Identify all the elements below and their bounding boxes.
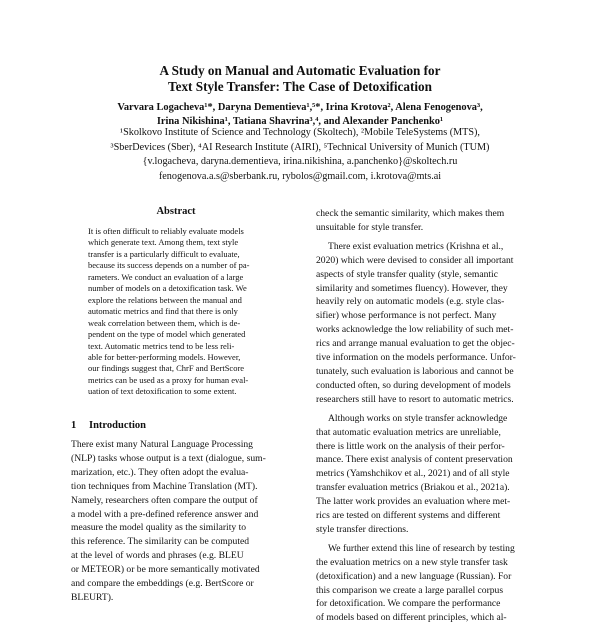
title-line: A Study on Manual and Automatic Evaluation for [159,63,441,78]
body-line: works acknowledge the low reliability of such met- [316,324,514,336]
abstract-heading: Abstract [156,206,196,217]
abstract-line: which generate text. Among them, text style [88,237,239,248]
abstract-line: rameters. We conduct an evaluation of a large [88,271,244,282]
body-line: measure the model quality as the similarity to [71,522,247,534]
abstract-line: weak correlation between them, which is de- [88,317,241,328]
body-line: a model with a pre-defined reference answer and [71,508,259,520]
body-line: transfer evaluation metrics (Briakou et al., 2021a). [316,482,510,494]
body-line: sifier) whose performance is not perfect. Many [316,310,497,322]
body-line: (detoxification) and a new language (Russian). For [316,570,512,582]
email-line: fenogenova.a.s@sberbank.ru, rybolos@gmail.com, i.krotova@mts.ai [158,170,442,182]
abstract-line: able for better-performing models. However, [88,351,241,362]
body-line: at the level of words and phrases (e.g. BLEU [71,550,244,562]
body-line: marization, etc.). They often adopt the evalua- [71,466,249,478]
abstract-line: pendent on the type of model which generated [88,329,246,340]
body-line: there is little work on the analysis of their perfor- [316,440,505,452]
body-line: check the semantic similarity, which makes them [316,208,505,219]
body-line: for detoxification. We compare the performance [316,598,501,610]
authors-line: Irina Nikishina¹, Tatiana Shavrina³,⁴, and Alexander Panchenko¹ [156,116,444,127]
body-line: BLEURT). [71,591,114,603]
body-line: this reference. The similarity can be computed [71,536,250,548]
email-line: {v.logacheva, daryna.dementieva, irina.nikishina, a.panchenko}@skoltech.ru [142,156,458,167]
body-line: tive information on the models performance. Unfor- [316,352,516,364]
affiliations [40,126,560,184]
affiliation-line: ¹Skolkovo Institute of Science and Technology (Skoltech), ²Mobile TeleSystems (MTS), [120,127,480,138]
body-line: There exist evaluation metrics (Krishna et al., [328,240,504,252]
body-line: Namely, researchers often compare the output of [71,494,258,506]
body-line: We further extend this line of research by testing [328,542,515,554]
body-line: that automatic evaluation metrics are unreliable, [316,426,501,438]
affiliation-line: ³SberDevices (Sber), ⁴AI Research Institute (AIRI), ⁵Technical University of Munich (TUM) [110,141,490,153]
body-line: 2020) which were devised to consider all important [316,254,514,266]
body-line: of models based on different principles, which al- [316,612,507,624]
abstract-line: uation of text detoxification to some extent. [88,386,237,397]
abstract-line: explore the relations between the manual and [88,294,242,305]
right-column-body [316,207,538,625]
author-list [40,101,560,129]
abstract-line: number of models on a detoxification task. We [88,283,247,294]
body-line: tion techniques from Machine Translation (MT). [71,480,258,492]
body-line: style transfer directions. [316,523,409,535]
body-line: metrics (Yamshchikov et al., 2021) and of all style [316,468,510,480]
body-line: researchers still have to resort to automatic metrics. [316,393,514,405]
body-line: heavily rely on automatic models (e.g. style clas- [316,296,505,308]
abstract-line: transfer is a particularly difficult to evaluate, [88,248,240,259]
body-line: The latter work provides an evaluation where met- [316,496,511,508]
body-line: Although works on style transfer acknowledge [328,412,508,424]
body-line: aspects of style transfer quality (style, semantic [316,268,498,280]
body-line: mance. There exist analysis of content preservation [316,454,513,466]
body-line: and compare the embeddings (e.g. BertScore or [71,578,254,590]
body-line: unsuitable for style transfer. [316,221,424,233]
abstract-line: because its success depends on a number of pa- [88,260,250,271]
body-line: There exist many Natural Language Processing [71,439,253,450]
section-title: Introduction [89,420,146,431]
body-line: rics are tested on different systems and different [316,510,501,522]
authors-line: Varvara Logacheva¹*, Daryna Dementieva¹,⁵*, Irina Krotova², Alena Fenogenova³, [117,102,483,113]
abstract-line: our findings suggest that, ChrF and BertScore [88,363,245,374]
body-line: rics and arrange manual evaluation to get the objec- [316,338,515,350]
section-number: 1 [71,420,77,431]
abstract-line: text. Automatic metrics tend to be less reli- [88,340,235,351]
body-line: (NLP) tasks whose output is a text (dialogue, sum- [71,452,266,464]
body-line: conducted often, so during development of models [316,379,511,391]
abstract-line: It is often difficult to reliably evaluate models [88,226,244,236]
title-line: Text Style Transfer: The Case of Detoxification [168,79,432,94]
introduction-body [71,438,285,605]
abstract-body [88,226,276,398]
body-line: similarity and sometimes fluency). However, they [316,282,508,294]
section-heading-introduction [71,420,146,431]
body-line: or METEOR) or be more semantically motivated [71,564,260,576]
body-line: the evaluation metrics on a new style transfer task [316,556,508,568]
body-line: this comparison we create a large parallel corpus [316,584,504,596]
abstract-line: automatic metrics and find that there is only [88,306,238,317]
paper-title [60,63,540,95]
body-line: tunately, such evaluation is laborious and cannot be [316,365,514,377]
abstract-line: metrics can be used as a proxy for human eval- [88,374,249,385]
